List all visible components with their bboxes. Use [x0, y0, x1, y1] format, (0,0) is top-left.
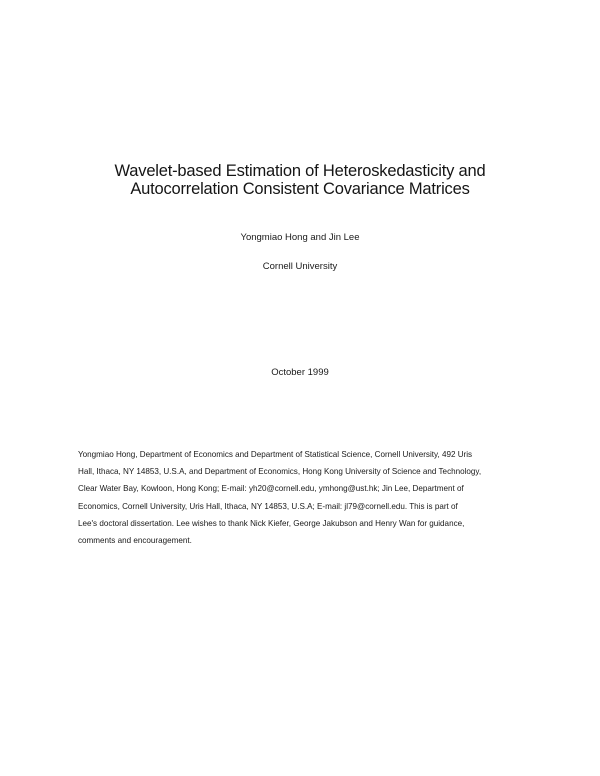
footnote-line: Yongmiao Hong, Department of Economics and Department of Statistical Science, Cornell University, 492 Uris [78, 450, 473, 459]
footnote-line: Clear Water Bay, Kowloon, Hong Kong; E-mail: yh20@cornell.edu, ymhong@ust.hk; Jin Lee, Department of [78, 484, 464, 494]
footnote-line: Economics, Cornell University, Uris Hall, Ithaca, NY 14853, U.S.A; E-mail: jl79@cornell.edu. This is part of [78, 501, 458, 511]
author-footnote [78, 446, 522, 549]
paper-title-line-2: Autocorrelation Consistent Covariance Matrices [130, 180, 470, 198]
date: October 1999 [271, 367, 329, 378]
footnote-line: Lee's doctoral dissertation. Lee wishes to thank Nick Kiefer, George Jakubson and Henry Wan for guidance, [78, 518, 465, 528]
footnote-line: Hall, Ithaca, NY 14853, U.S.A, and Department of Economics, Hong Kong University of Science and Technology, [78, 467, 482, 477]
affiliation: Cornell University [262, 261, 338, 272]
authors: Yongmiao Hong and Jin Lee [240, 232, 360, 243]
paper-title-line-1: Wavelet-based Estimation of Heteroskedasticity and [114, 162, 486, 180]
footnote-line: comments and encouragement. [78, 536, 192, 546]
